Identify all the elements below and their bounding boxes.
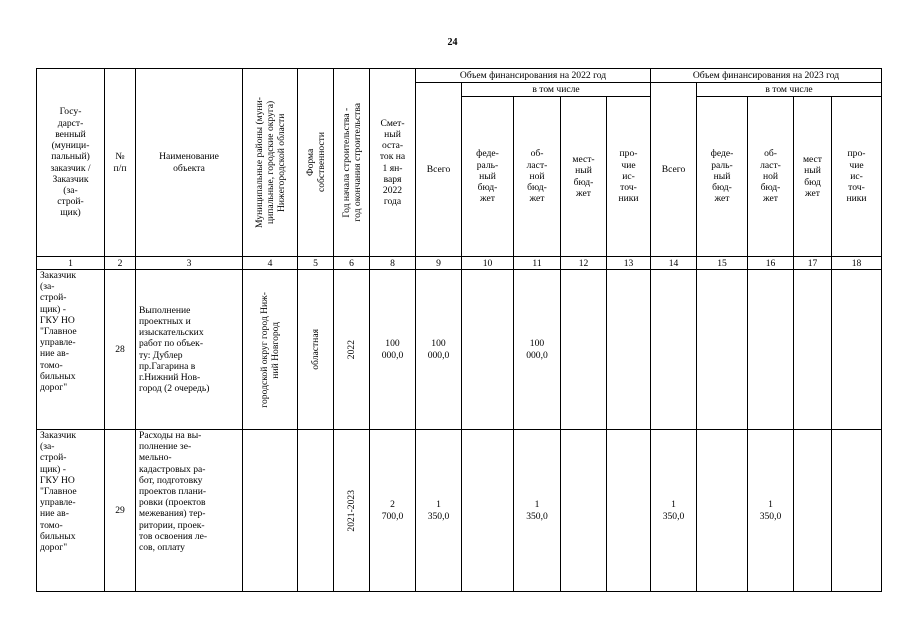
row-regional-2022: 1 350,0	[514, 430, 561, 592]
header-customer: Госу- дарст- венный (муници- пальный) заказчик / Заказчик (за- строй- щик)	[37, 69, 105, 257]
column-number: 2	[105, 257, 136, 270]
column-number: 16	[748, 257, 794, 270]
header-districts-text: Муниципальные районы (муни- ципальные, городские округа) Нижегородской области	[253, 97, 287, 228]
header-other-2022: про- чие ис- точ- ники	[607, 97, 651, 257]
row-local-2022	[561, 270, 607, 430]
header-ownership-text: Форма собственности	[304, 132, 327, 193]
column-number: 13	[607, 257, 651, 270]
row-balance: 2 700,0	[370, 430, 416, 592]
row-years-text: 2021-2023	[346, 489, 357, 532]
header-districts	[243, 69, 298, 257]
row-federal-2022	[462, 430, 514, 592]
header-object-name: Наименование объекта	[136, 69, 243, 257]
row-other-2023	[832, 270, 882, 430]
column-number: 11	[514, 257, 561, 270]
row-district	[243, 430, 298, 592]
header-other-2023: про- чие ис- точ- ники	[832, 97, 882, 257]
header-federal-2023: феде- раль- ный бюд- жет	[697, 97, 748, 257]
column-number: 8	[370, 257, 416, 270]
row-object: Выполнение проектных и изыскательских работ по объек- ту: Дублер пр.Гагарина в г.Нижний Нов- город (2 очередь)	[136, 270, 243, 430]
row-customer: Заказчик (за- строй- щик) - ГКУ НО "Главное управле- ние ав- томо- бильных дорог"	[37, 270, 105, 430]
column-number: 4	[243, 257, 298, 270]
header-ownership	[298, 69, 334, 257]
row-ownership-text: областная	[310, 329, 321, 370]
row-total-2022: 1 350,0	[416, 430, 462, 592]
row-local-2023	[794, 430, 832, 592]
column-number: 15	[697, 257, 748, 270]
row-num: 28	[105, 270, 136, 430]
header-num: № п/п	[105, 69, 136, 257]
column-number: 18	[832, 257, 882, 270]
header-federal-2022: феде- раль- ный бюд- жет	[462, 97, 514, 257]
row-total-2023: 1 350,0	[651, 430, 697, 592]
row-years-text: 2022	[346, 339, 357, 360]
row-total-2022: 100 000,0	[416, 270, 462, 430]
header-including-2022: в том числе	[462, 83, 651, 97]
column-number: 14	[651, 257, 697, 270]
financing-table	[36, 68, 882, 592]
row-years	[334, 270, 370, 430]
row-federal-2022	[462, 270, 514, 430]
column-number: 12	[561, 257, 607, 270]
column-number: 9	[416, 257, 462, 270]
header-local-2023: мест ный бюд жет	[794, 97, 832, 257]
row-ownership	[298, 430, 334, 592]
header-including-2023: в том числе	[697, 83, 882, 97]
row-regional-2022: 100 000,0	[514, 270, 561, 430]
row-district	[243, 270, 298, 430]
row-regional-2023	[748, 270, 794, 430]
row-other-2022	[607, 430, 651, 592]
row-local-2022	[561, 430, 607, 592]
row-district-text: городской округ город Ниж- ний Новгород	[259, 291, 281, 408]
column-number: 6	[334, 257, 370, 270]
row-federal-2023	[697, 430, 748, 592]
header-balance: Смет- ный оста- ток на 1 ян- варя 2022 года	[370, 69, 416, 257]
column-number: 1	[37, 257, 105, 270]
column-number: 17	[794, 257, 832, 270]
header-regional-2022: об- ласт- ной бюд- жет	[514, 97, 561, 257]
row-local-2023	[794, 270, 832, 430]
row-num: 29	[105, 430, 136, 592]
row-balance: 100 000,0	[370, 270, 416, 430]
row-ownership	[298, 270, 334, 430]
header-fin-2022: Объем финансирования на 2022 год	[416, 69, 651, 83]
header-years-text: Год начала строительства - год окончания строительства	[340, 103, 363, 222]
row-federal-2023	[697, 270, 748, 430]
column-number: 3	[136, 257, 243, 270]
header-years	[334, 69, 370, 257]
column-numbers-row	[37, 257, 882, 270]
column-number: 10	[462, 257, 514, 270]
table-row	[37, 270, 882, 430]
row-regional-2023: 1 350,0	[748, 430, 794, 592]
header-fin-2023: Объем финансирования на 2023 год	[651, 69, 882, 83]
header-total-2023: Всего	[651, 83, 697, 257]
column-number: 5	[298, 257, 334, 270]
row-other-2022	[607, 270, 651, 430]
row-total-2023	[651, 270, 697, 430]
header-local-2022: мест- ный бюд- жет	[561, 97, 607, 257]
header-total-2022: Всего	[416, 83, 462, 257]
table-row	[37, 430, 882, 592]
row-customer: Заказчик (за- строй- щик) - ГКУ НО "Главное управле- ние ав- томо- бильных дорог"	[37, 430, 105, 592]
row-years	[334, 430, 370, 592]
header-regional-2023: об- ласт- ной бюд- жет	[748, 97, 794, 257]
row-other-2023	[832, 430, 882, 592]
page-number: 24	[447, 37, 458, 48]
row-object: Расходы на вы- полнение зе- мельно- кадастровых ра- бот, подготовку проектов плани- ровки (проектов межевания) тер- ритории, проек- тов освоения ле- сов, оплату	[136, 430, 243, 592]
